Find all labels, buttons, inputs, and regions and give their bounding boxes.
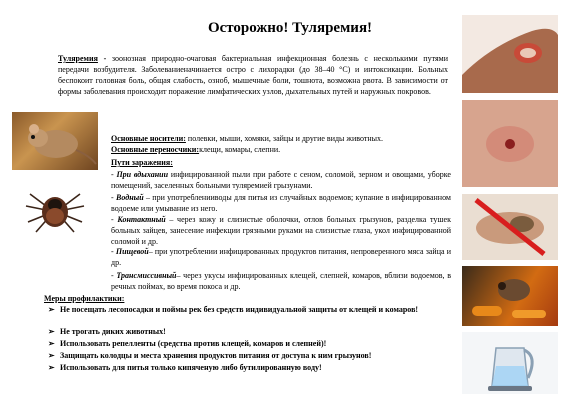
vectors-label: Основные переносчики:: [111, 145, 200, 154]
kettle-photo: [462, 332, 558, 394]
prevention-item: [48, 304, 455, 315]
route-prefix: -: [111, 193, 116, 202]
route-prefix: -: [111, 247, 116, 256]
prevention-item: [48, 362, 455, 373]
skin-bite-photo: [462, 100, 558, 187]
routes-heading-text: Пути заражения:: [111, 158, 173, 167]
prevention-heading-text: Меры профилактики:: [44, 294, 125, 303]
route-text: – при употребленииводы для питья из случайных водоемов; купание в инфицированном водоеме или умывание из него.: [111, 193, 451, 213]
carriers-text: полевки, мыши, хомяки, зайцы и другие виды животных.: [185, 134, 384, 143]
hand-animal-prohibited-photo: [462, 194, 558, 260]
prevention-text: Не посещать лесопосадки и поймы рек без средств индивидуальной защиты от клещей и комаров!: [60, 305, 419, 314]
route-prefix: -: [111, 271, 117, 280]
carriers-line: [111, 133, 451, 144]
prevention-text: Использовать для питья только кипяченую либо бутилированную воду!: [60, 363, 322, 372]
arrow-bullet-icon: ➢: [48, 327, 55, 336]
intro-text: зоонозная природно-очаговая бактериальная инфекционная болезнь с несколькими путями передачи возбудителя. Заболеваниеначинается остро с лихорадки (до 38–40 °C) и интоксикации. Больных беспокоит головная боль, общая слабость, озноб, мышечные боли, тошнота, возможна рвота. В зависимости от формы заболевания происходит поражение лимфатических узлов, дыхательных путей и наружных покровов.: [58, 54, 448, 96]
routes-heading: [111, 157, 173, 168]
route-item: [111, 246, 451, 268]
rodent-food-photo: [462, 266, 558, 326]
prevention-item: [48, 326, 455, 337]
route-term: Контактный: [117, 215, 166, 224]
prevention-text: Использовать репелленты (средства против клещей, комаров и слепней)!: [60, 339, 327, 348]
prevention-text: Защищать колодцы и места хранения продуктов питания от доступа к ним грызунов!: [60, 351, 372, 360]
mouse-photo: [12, 112, 98, 170]
route-prefix: -: [111, 170, 117, 179]
vectors-text: клещи, комары, слепни.: [199, 145, 281, 154]
prevention-text: Не трогать диких животных!: [60, 327, 166, 336]
intro-term: Туляремия: [58, 54, 98, 63]
route-term: Водный: [116, 193, 144, 202]
finger-ulcer-photo: [462, 15, 558, 93]
vectors-line: [111, 144, 451, 155]
prevention-item: [48, 350, 455, 361]
intro-dash: -: [97, 54, 112, 63]
arrow-bullet-icon: ➢: [48, 305, 55, 314]
page-title: Осторожно! Туляремия!: [207, 20, 373, 36]
route-term: При вдыхании: [116, 170, 169, 179]
route-item: [58, 214, 451, 247]
carriers-label: Основные носители:: [111, 134, 186, 143]
arrow-bullet-icon: ➢: [48, 363, 55, 372]
route-item: [111, 270, 451, 292]
intro-paragraph: [58, 53, 448, 97]
route-term: Пищевой: [115, 247, 149, 256]
tick-photo: [12, 182, 98, 238]
arrow-bullet-icon: ➢: [48, 339, 55, 348]
route-term: Трансмиссивный: [116, 271, 177, 280]
prevention-heading: [44, 293, 124, 304]
route-prefix: -: [111, 215, 118, 224]
route-item: [111, 192, 451, 214]
route-text: – через укусы инфицированных клещей, слепней, комаров, вблизи водоемов, в речных поймах, во время покоса и др.: [111, 271, 451, 291]
prevention-item: [48, 338, 455, 349]
route-text: инфицированной пыли при работе с сеном, соломой, зерном и овощами, уборке помещений, заселенных больными туляремией грызунами.: [111, 170, 451, 190]
route-text: – при употреблении инфицированных продуктов питания, непроверенного мяса зайца и др.: [111, 247, 452, 267]
route-text: – через кожу и слизистые оболочки, отлов больных грызунов, разделка тушек больных зайцев, занесение инфекции грязными руками на слизистые глаза, укол инфицированной соломой и др.: [111, 215, 451, 246]
arrow-bullet-icon: ➢: [48, 351, 55, 360]
route-item: [111, 169, 451, 191]
